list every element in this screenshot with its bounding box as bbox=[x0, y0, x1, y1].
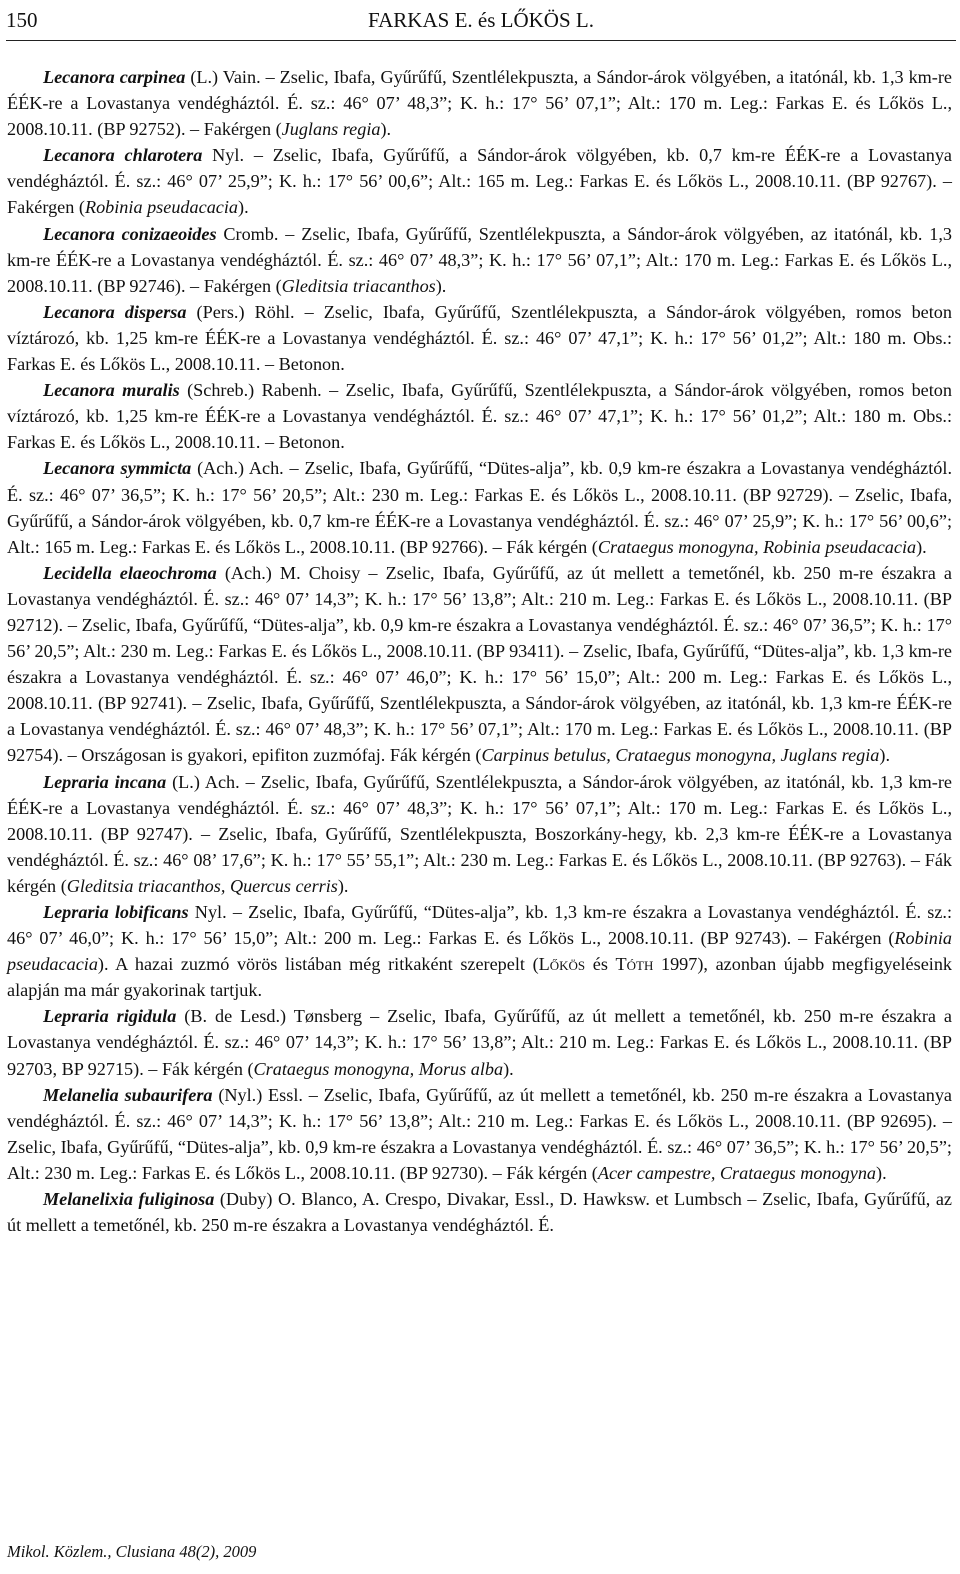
entry-text: (Pers.) Röhl. – Zselic, Ibafa, Gyűrűfű, Szentlélekpuszta, a Sándor-árok völgyében, romos beton víztározó, kb. 1,25 km-re ÉÉK-re a Lovastanya vendégháztól. É. sz.: 46° 07’ 47,1”; K. h.: 17° 56’ 01,2”; Alt.: 180 m. Obs.: Farkas E. és Lőkös L., 2008.10.11. – Betonon. bbox=[7, 301, 952, 375]
host-plant: Robinia pseudacacia bbox=[84, 197, 239, 218]
species-name: Lecanora dispersa bbox=[43, 301, 187, 322]
host-plant: Acer campestre, Crataegus monogyna bbox=[597, 1162, 877, 1183]
species-name: Melanelixia fuliginosa bbox=[43, 1189, 215, 1210]
page-header bbox=[6, 6, 956, 41]
species-entry bbox=[7, 1003, 952, 1081]
species-list bbox=[7, 64, 952, 1238]
entry-text: (Nyl.) Essl. – Zselic, Ibafa, Gyűrűfű, az út mellett a temetőnél, kb. 250 m-re északra a Lovastanya vendégháztól. É. sz.: 46° 07’ 14,3”; K. h.: 17° 56’ 13,8”; Alt.: 210 m. Leg.: Farkas E. és Lőkös L., 2008.10.11. (BP 92695). – Zselic, Ibafa, Gyűrűfű, “Dütes-alja”, kb. 0,9 km-re északra a Lovastanya vendégháztól. É. sz.: 46° 07’ 36,5”; K. h.: 17° 56’ 20,5”; Alt.: 230 m. Leg.: Farkas E. és Lőkös L., 2008.10.11. (BP 92730). – Fák kérgén ( bbox=[7, 1084, 952, 1183]
entry-text: (L.) Vain. – Zselic, Ibafa, Gyűrűfű, Szentlélekpuszta, a Sándor-árok völgyében, a itatónál, kb. 1,3 km-re ÉÉK-re a Lovastanya vendégháztól. É. sz.: 46° 07’ 48,3”; K. h.: 17° 56’ 07,1”; Alt.: 170 m. Leg.: Farkas E. és Lőkös L., 2008.10.11. (BP 92752). – Fakérgen ( bbox=[7, 67, 952, 140]
host-plant: Crataegus monogyna, Morus alba bbox=[253, 1058, 504, 1079]
host-plant: Gleditsia triacanthos, Quercus cerris bbox=[66, 875, 338, 896]
entry-text-end: ). bbox=[238, 197, 249, 218]
entry-text-join: és bbox=[585, 954, 616, 975]
entry-text: (Ach.) Ach. – Zselic, Ibafa, Gyűrűfű, “Dütes-alja”, kb. 0,9 km-re északra a Lovastanya vendégháztól. É. sz.: 46° 07’ 36,5”; K. h.: 17° 56’ 20,5”; Alt.: 230 m. Leg.: Farkas E. és Lőkös L., 2008.10.11. (BP 92729). – Zselic, Ibafa, Gyűrűfű, a Sándor-árok völgyében, kb. 0,7 km-re ÉÉK-re a Lovastanya vendégháztól. É. sz.: 46° 07’ 25,9”; K. h.: 17° 56’ 00,6”; Alt.: 165 m. Leg.: Farkas E. és Lőkös L., 2008.10.11. (BP 92766). – Fák kérgén ( bbox=[7, 458, 952, 557]
species-entry bbox=[7, 64, 952, 142]
host-plant: Carpinus betulus, Crataegus monogyna, Juglans regia bbox=[481, 745, 880, 766]
entry-text-end: ). bbox=[876, 1162, 887, 1183]
species-name: Lepraria lobificans bbox=[43, 902, 189, 922]
species-entry bbox=[7, 299, 952, 377]
host-plant: Crataegus monogyna, Robinia pseudacacia bbox=[597, 536, 917, 557]
species-entry bbox=[7, 769, 952, 899]
species-name: Lepraria rigidula bbox=[43, 1006, 177, 1027]
species-name: Lecanora symmicta bbox=[43, 458, 192, 479]
entry-text: (B. de Lesd.) Tønsberg – Zselic, Ibafa, Gyűrűfű, az út mellett a temetőnél, kb. 250 m-re északra a Lovastanya vendégháztól. É. sz.: 46° 07’ 14,3”; K. h.: 17° 56’ 13,8”; Alt.: 210 m. Leg.: Farkas E. és Lőkös L., 2008.10.11. (BP 92703, BP 92715). – Fák kérgén ( bbox=[7, 1006, 953, 1079]
host-plant: Gleditsia triacanthos bbox=[281, 275, 436, 296]
entry-text-end: ). bbox=[503, 1058, 514, 1079]
entry-text: Nyl. – Zselic, Ibafa, Gyűrűfű, “Dütes-alja”, kb. 1,3 km-re északra a Lovastanya vendégháztól. É. sz.: 46° 07’ 46,0”; K. h.: 17° 56’ 15,0”; Alt.: 200 m. Leg.: Farkas E. és Lőkös L., 2008.10.11. (BP 92743). – Fakérgen ( bbox=[7, 902, 953, 949]
cited-author: Tóth bbox=[615, 954, 654, 975]
species-name: Lecanora conizaeoides bbox=[43, 223, 217, 244]
species-entry bbox=[7, 377, 952, 455]
species-entry bbox=[7, 1186, 952, 1238]
entry-text-end: ). bbox=[380, 119, 392, 140]
host-plant: Juglans regia bbox=[281, 119, 381, 140]
entry-text: (Schreb.) Rabenh. – Zselic, Ibafa, Gyűrűfű, Szentlélekpuszta, a Sándor-árok völgyében, romos beton víztározó, kb. 1,25 km-re ÉÉK-re a Lovastanya vendégháztól. É. sz.: 46° 07’ 47,1”; K. h.: 17° 56’ 01,2”; Alt.: 180 m. Obs.: Farkas E. és Lőkös L., 2008.10.11. – Betonon. bbox=[7, 380, 952, 453]
host-plant: Robinia pseudacacia bbox=[7, 928, 952, 975]
species-name: Lecidella elaeochroma bbox=[43, 562, 217, 583]
species-name: Lecanora chlarotera bbox=[43, 145, 203, 166]
entry-text: (Ach.) M. Choisy – Zselic, Ibafa, Gyűrűfű, az út mellett a temetőnél, kb. 250 m-re északra a Lovastanya vendégháztól. É. sz.: 46° 07’ 14,3”; K. h.: 17° 56’ 13,8”; Alt.: 210 m. Leg.: Farkas E. és Lőkös L., 2008.10.11. (BP 92712). – Zselic, Ibafa, Gyűrűfű, “Dütes-alja”, kb. 0,9 km-re északra a Lovastanya vendégháztól. É. sz.: 46° 07’ 36,5”; K. h.: 17° 56’ 20,5”; Alt.: 230 m. Leg.: Farkas E. és Lőkös L., 2008.10.11. (BP 93411). – Zselic, Ibafa, Gyűrűfű, “Dütes-alja”, kb. 1,3 km-re északra a Lovastanya vendégháztól. É. sz.: 46° 07’ 46,0”; K. h.: 17° 56’ 15,0”; Alt.: 200 m. Leg.: Farkas E. és Lőkös L., 2008.10.11. (BP 92741). – Zselic, Ibafa, Gyűrűfű, Szentlélekpuszta, a Sándor-árok völgyében, az itatónál, kb. 1,3 km-re ÉÉK-re a Lovastanya vendégháztól. É. sz.: 46° 07’ 48,3”; K. h.: 17° 56’ 07,1”; Alt.: 170 m. Leg.: Farkas E. és Lőkös L., 2008.10.11. (BP 92754). – Országosan is gyakori, epifiton zuzmófaj. Fák kérgén ( bbox=[7, 562, 952, 766]
species-entry bbox=[7, 142, 952, 220]
entry-text: (Duby) O. Blanco, A. Crespo, Divakar, Essl., D. Hawksw. et Lumbsch – Zselic, Ibafa, Gyűrűfű, az út mellett a temetőnél, kb. 250 m-re északra a Lovastanya vendégháztól. É. bbox=[7, 1189, 952, 1236]
entry-text-end: 1997), azonban újabb megfigyeléseink alapján ma már gyakorinak tartjuk. bbox=[7, 954, 953, 1001]
entry-text: (L.) Ach. – Zselic, Ibafa, Gyűrűfű, Szentlélekpuszta, a Sándor-árok völgyében, az itatónál, kb. 1,3 km-re ÉÉK-re a Lovastanya vendégháztól. É. sz.: 46° 07’ 48,3”; K. h.: 17° 56’ 07,1”; Alt.: 170 m. Leg.: Farkas E. és Lőkös L., 2008.10.11. (BP 92747). – Zselic, Ibafa, Gyűrűfű, Szentlélekpuszta, Boszorkány-hegy, kb. 2,3 km-re ÉÉK-re a Lovastanya vendégháztól. É. sz.: 46° 08’ 17,6”; K. h.: 17° 55’ 55,1”; Alt.: 230 m. Leg.: Farkas E. és Lőkös L., 2008.10.11. (BP 92763). – Fák kérgén ( bbox=[7, 771, 952, 896]
species-entry bbox=[7, 455, 952, 559]
species-name: Lepraria incana bbox=[43, 771, 167, 792]
species-name: Lecanora muralis bbox=[43, 380, 180, 401]
page-number: 150 bbox=[6, 8, 38, 32]
species-name: Lecanora carpinea bbox=[43, 67, 186, 87]
species-entry bbox=[7, 899, 952, 1003]
entry-text-end: ). bbox=[879, 745, 890, 766]
entry-text: Cromb. – Zselic, Ibafa, Gyűrűfű, Szentlélekpuszta, a Sándor-árok völgyében, az itatónál, kb. 1,3 km-re ÉÉK-re a Lovastanya vendégháztól. É. sz.: 46° 07’ 48,3”; K. h.: 17° 56’ 07,1”; Alt.: 170 m. Leg.: Farkas E. és Lőkös L., 2008.10.11. (BP 92746). – Fakérgen ( bbox=[7, 223, 952, 296]
entry-text-end: ). bbox=[916, 536, 927, 557]
entry-text-mid: ). A hazai zuzmó vörös listában még ritkaként szerepelt ( bbox=[97, 954, 539, 975]
species-name: Melanelia subaurifera bbox=[43, 1084, 213, 1105]
species-entry bbox=[7, 221, 952, 299]
species-entry bbox=[7, 1082, 952, 1186]
entry-text: Nyl. – Zselic, Ibafa, Gyűrűfű, a Sándor-árok völgyében, kb. 0,7 km-re ÉÉK-re a Lovastanya vendégháztól. É. sz.: 46° 07’ 25,9”; K. h.: 17° 56’ 00,6”; Alt.: 165 m. Leg.: Farkas E. és Lőkös L., 2008.10.11. (BP 92767). – Fakérgen ( bbox=[7, 145, 952, 218]
running-head: FARKAS E. és LŐKÖS L. bbox=[368, 8, 594, 32]
entry-text-end: ). bbox=[435, 275, 447, 296]
entry-text-end: ). bbox=[337, 875, 349, 896]
cited-author: Lőkös bbox=[538, 954, 586, 975]
journal-citation: Mikol. Közlem., Clusiana 48(2), 2009 bbox=[7, 1542, 257, 1561]
species-entry bbox=[7, 560, 952, 769]
